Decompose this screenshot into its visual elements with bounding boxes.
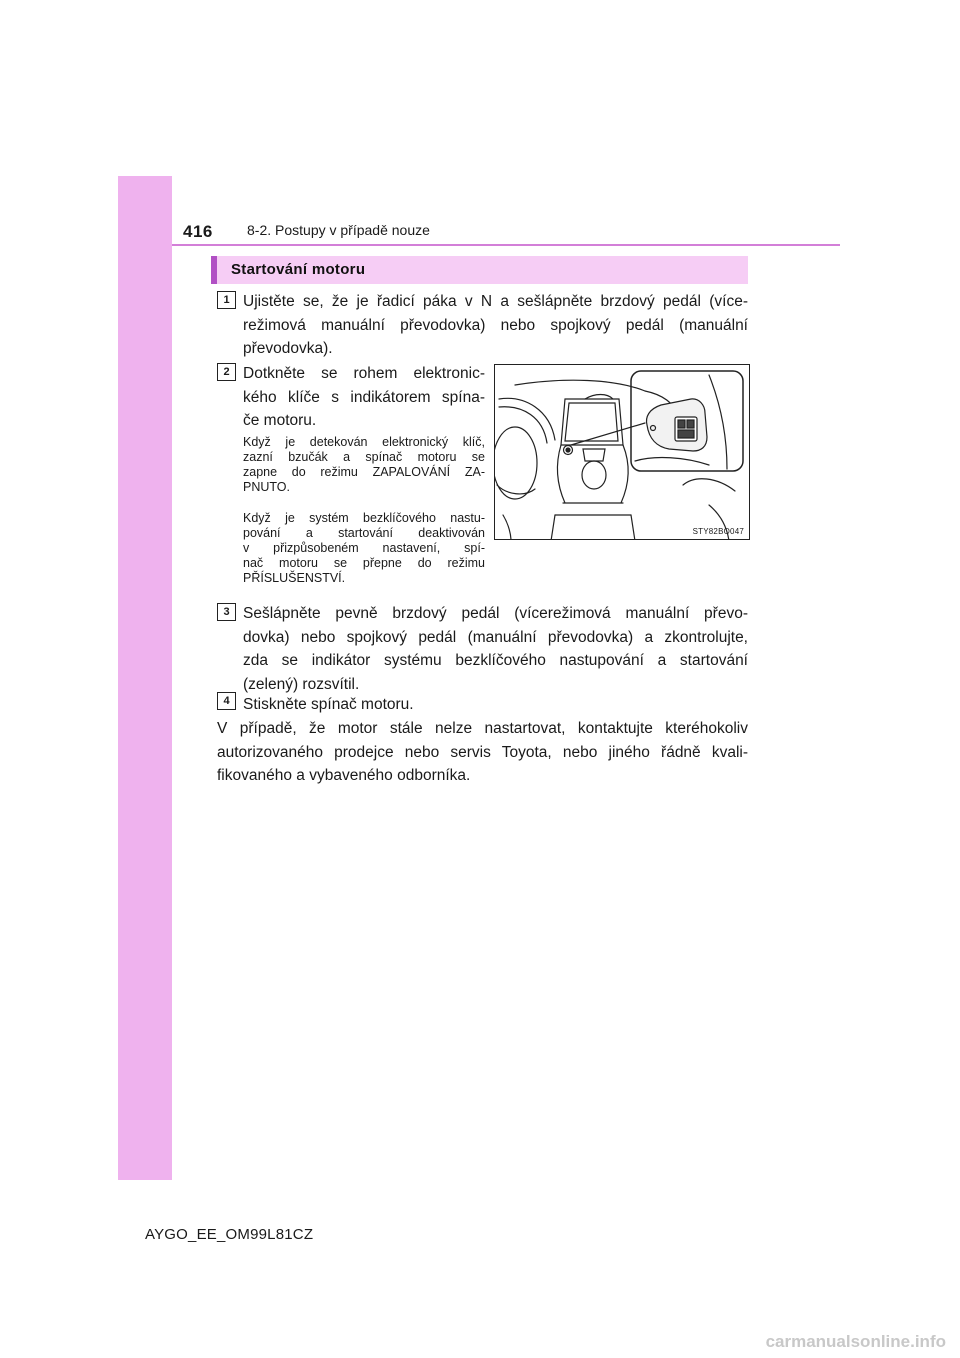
note-line: PNUTO. [243,480,290,494]
step-2-text [243,362,485,433]
closing-line: autorizovaného prodejce nebo servis Toyota, nebo jiného řádně kvali- [217,743,748,761]
note-line: pování a startování deaktivován [243,526,485,540]
step-2-note-2 [243,511,485,586]
side-tab-band [118,176,172,1180]
header-rule [172,244,840,246]
step-number-4: 4 [217,692,236,710]
step-2-line: Dotkněte se rohem elektronic- [243,365,485,382]
section-title: 8-2. Postupy v případě nouze [247,222,430,238]
step-number-2: 2 [217,363,236,381]
step-3-line: (zelený) rozsvítil. [243,675,360,693]
note-line: zazní bzučák a spínač motoru se [243,450,485,464]
document-code: AYGO_EE_OM99L81CZ [145,1226,314,1243]
closing-line: V případě, že motor stále nelze nastartovat, kontaktujte kteréhokoliv [217,720,748,737]
step-1-line: Ujistěte se, že je řadicí páka v N a sešlápněte brzdový pedál (více- [243,293,748,310]
key-touch-illustration [494,364,750,540]
step-2-line: če motoru. [243,412,317,429]
step-3-text [243,602,748,696]
step-4-text [243,693,748,717]
note-line: PŘÍSLUŠENSTVÍ. [243,571,346,585]
heading-box [211,256,748,284]
step-3-line: dovka) nebo spojkový pedál (manuální převodovka) a zkontrolujte, [243,628,748,646]
note-line: v přizpůsobeném nastavení, spí- [243,541,485,555]
step-2-note-1 [243,435,485,495]
dashboard-key-drawing [495,365,750,540]
note-line: Když je detekován elektronický klíč, [243,435,485,449]
step-4-line: Stiskněte spínač motoru. [243,696,414,713]
heading-title: Startování motoru [231,261,366,278]
note-line: Když je systém bezklíčového nastu- [243,511,485,525]
figure-code: STY82BO047 [692,527,744,536]
step-number-3: 3 [217,603,236,621]
step-3-line: Sešlápněte pevně brzdový pedál (vícerežimová manuální převo- [243,605,748,622]
step-2-line: kého klíče s indikátorem spína- [243,388,485,406]
note-line: zapne do režimu ZAPALOVÁNÍ ZA- [243,465,485,479]
step-1-text [243,290,748,361]
step-1-line: převodovka). [243,340,333,357]
watermark: carmanualsonline.info [765,1332,946,1351]
page-number: 416 [183,222,213,241]
note-line: nač motoru se přepne do režimu [243,556,485,570]
step-1-line: režimová manuální převodovka) nebo spojkový pedál (manuální [243,316,748,334]
closing-line: fikovaného a vybaveného odborníka. [217,767,471,784]
closing-paragraph [217,717,748,788]
step-number-1: 1 [217,291,236,309]
step-3-line: zda se indikátor systému bezklíčového nastupování a startování [243,652,748,669]
